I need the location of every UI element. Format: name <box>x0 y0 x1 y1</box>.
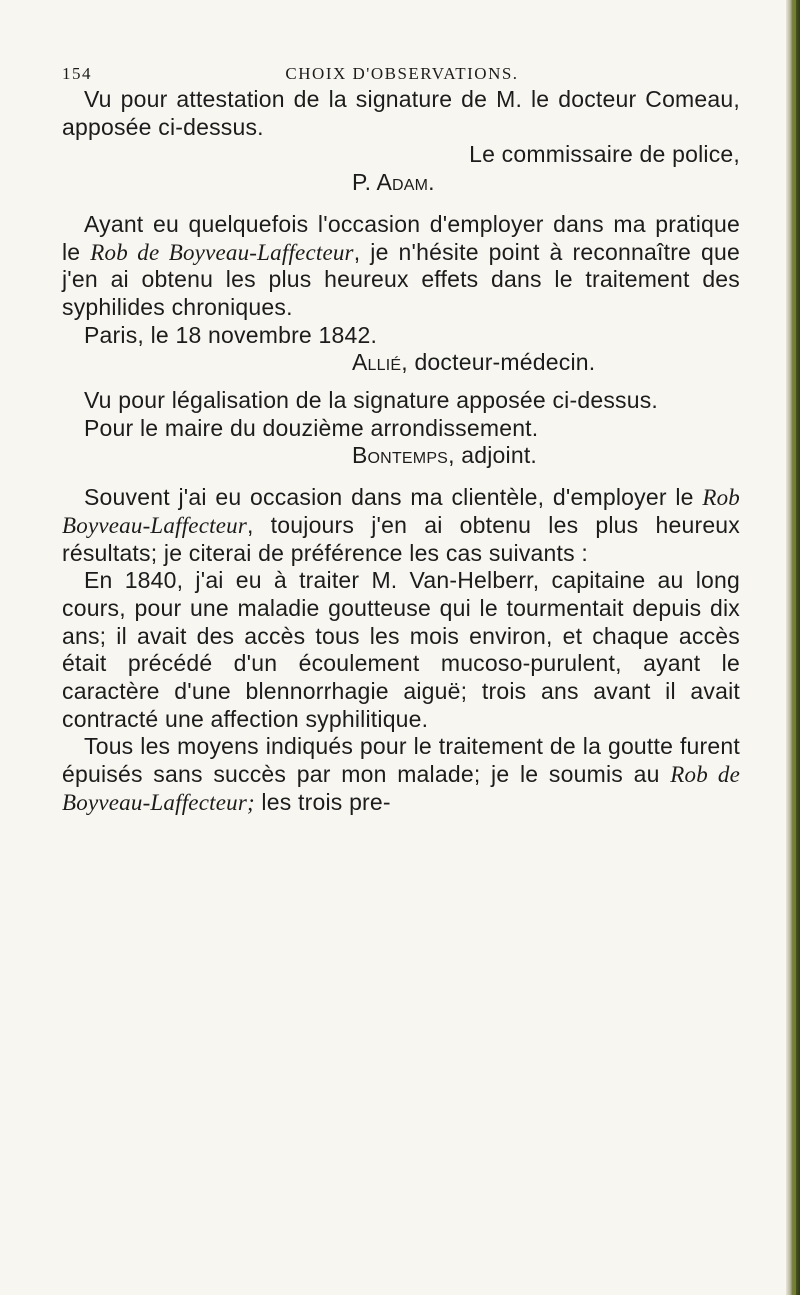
commissioner-name: P. Adam. <box>352 169 435 196</box>
testimonial-text-start: Ayant eu quelquefois l'occasion d'employer dans ma pratique le <box>62 210 740 265</box>
page-body <box>62 86 740 817</box>
remedy-name-2: Rob Boyveau-Laffecteur <box>62 485 740 538</box>
place-date: Paris, le 18 novembre 1842. <box>84 321 378 348</box>
testimonial-paragraph <box>62 211 740 322</box>
clientele-paragraph <box>62 484 740 567</box>
clientele-text-start: Souvent j'ai eu occasion dans ma clientèle, d'employer le <box>84 484 694 511</box>
adjoint-signature <box>62 442 740 470</box>
case-paragraph: En 1840, j'ai eu à traiter M. Van-Helberr, capitaine au long cours, pour une maladie goutteuse qui le tourmentait depuis dix ans; il avait des accès tous les mois environ, et chaque accès était précédé d'un écoulement mucoso-purulent, ayant le caractère d'une blennorrhagie aiguë; trois ans avant il avait contracté une affection syphilitique. <box>62 567 740 732</box>
mayor-line: Pour le maire du douzième arrondissement. <box>84 414 539 441</box>
doctor-name: Allié <box>352 349 402 376</box>
legalisation-paragraph: Vu pour légalisation de la signature apposée ci-dessus. <box>84 387 659 414</box>
treatment-text-start: Tous les moyens indiqués pour le traitement de la goutte furent épuisés sans succès par mon malade; je le soumis au <box>62 733 740 788</box>
page-number: 154 <box>62 64 92 83</box>
treatment-text-end: les trois pre- <box>254 788 391 815</box>
page-header <box>62 64 742 88</box>
adjoint-name: Bontemps <box>352 442 449 469</box>
commissioner-title: Le commissaire de police, <box>469 141 740 168</box>
doctor-title: , docteur-médecin. <box>401 349 596 376</box>
clientele-text-end: , toujours j'en ai obtenu les plus heureux résultats; je citerai de préférence les cas suivants : <box>62 511 740 566</box>
treatment-paragraph <box>62 733 740 816</box>
doctor-signature <box>62 349 740 377</box>
running-head: CHOIX D'OBSERVATIONS. <box>285 64 519 83</box>
testimonial-text-end: , je n'hésite point à reconnaître que j'en ai obtenu les plus heureux effets dans le traitement des syphilides chroniques. <box>62 238 740 320</box>
remedy-name-3: Rob de Boyveau-Laffecteur; <box>62 762 741 815</box>
page-edge-stripe <box>793 0 796 1295</box>
attestation-paragraph: Vu pour attestation de la signature de M. le docteur Comeau, apposée ci-dessus. <box>62 86 740 140</box>
remedy-name: Rob de Boyveau-Laffecteur <box>90 239 354 265</box>
adjoint-title: , adjoint. <box>448 442 538 469</box>
